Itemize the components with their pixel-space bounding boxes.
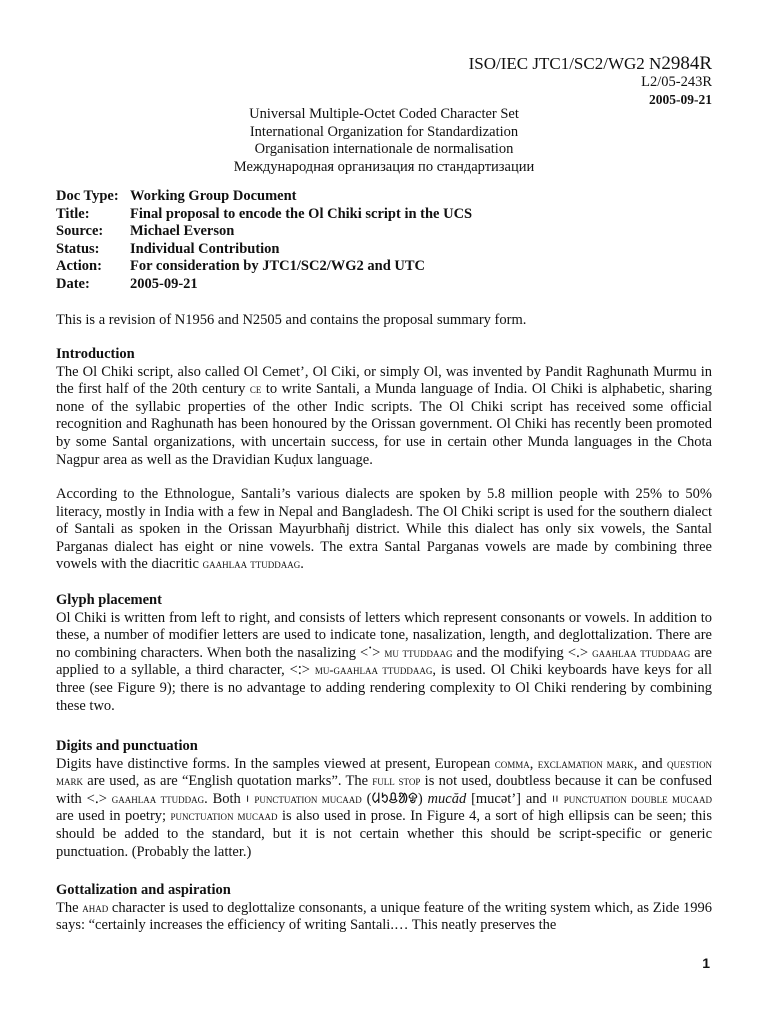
section-heading: Gottalization and aspiration	[56, 882, 231, 898]
org-line: Organisation internationale de normalisation	[254, 141, 514, 157]
paragraph: The ahad character is used to deglottalize consonants, a unique feature of the writing system which, as Zide 1996 says: “certainly increases the efficiency of writing Santali.… This neatly preserves the	[56, 899, 712, 934]
header-date: 2005-09-21	[649, 92, 712, 107]
meta-row-date: Date: 2005-09-21	[56, 275, 198, 292]
glyph-placement-section	[56, 592, 712, 715]
org-line: Международная организация по стандартизации	[233, 158, 535, 175]
paragraph: The Ol Chiki script, also called Ol Cemet’, Ol Ciki, or simply Ol, was invented by Pandit Raghunath Murmu in the first half of the 20th century ce to write Santali, a Munda language of India. Ol Chiki is alphabetic, sharing none of the syllabic properties of the other Indic scripts. The Ol Chiki script has received some official recognition and Raghunath has been honoured by the Orissan government. Ol Chiki has recently been promoted by some Santal organizations, with uncertain success, for use in certain other Munda languages in the Chota Nagpur area as well as the Dravidian Kuḍux language.	[56, 363, 712, 468]
section-heading: Digits and punctuation	[56, 738, 198, 754]
introduction-paragraph-2: According to the Ethnologue, Santali’s various dialects are spoken by 5.8 million people with 25% to 50% literacy, mostly in India with a few in Nepal and Bangladesh. The Ol Chiki script is used for the southern dialect of Santali as spoken in the Orissan Mayurbhañj district. While this dialect has only six vowels, the Santal Parganas dialect has eight or nine vowels. The extra Santal Parganas vowels are made by combining three vowels with the diacritic gaahlaa ttuddaag.	[56, 486, 712, 573]
metadata-table	[56, 188, 472, 293]
paragraph: Digits have distinctive forms. In the samples viewed at present, European comma, exclamation mark, and question mark are used, as are “English quotation marks”. The full stop is not used, doubtless because it can be confused with <ᱹ> gaahlaa ttuddag. Both ᱾ punctuation mucaad (ᱢᱩᱪᱟᱫ) mucăd [mucət’] and ᱿ punctuation double mucaad are used in poetry; punctuation mucaad is also used in prose. In Figure 4, a sort of high ellipsis can be seen; this should be added to the standard, but it is not certain whether this should be script-specific or generic punctuation. (Probably the latter.)	[56, 755, 713, 860]
gottalization-section	[56, 882, 712, 935]
meta-row-title: Title: Final proposal to encode the Ol Chiki script in the UCS	[56, 205, 473, 222]
meta-row-status: Status: Individual Contribution	[56, 240, 280, 257]
section-heading: Glyph placement	[56, 592, 162, 608]
l2-reference: L2/05-243R	[641, 74, 712, 90]
revision-note: This is a revision of N1956 and N2505 and contains the proposal summary form.	[56, 312, 527, 328]
introduction-section	[56, 346, 712, 469]
org-line: International Organization for Standardization	[249, 123, 519, 140]
meta-row-action: Action: For consideration by JTC1/SC2/WG2 and UTC	[56, 258, 426, 274]
meta-row-doc-type: Doc Type: Working Group Document	[56, 188, 297, 204]
meta-row-source: Source: Michael Everson	[56, 223, 235, 239]
organization-block	[0, 106, 768, 176]
document-header	[469, 54, 712, 108]
section-heading: Introduction	[56, 346, 135, 362]
digits-punctuation-section	[56, 738, 712, 861]
org-line: Universal Multiple-Octet Coded Character Set	[249, 106, 519, 122]
paragraph: Ol Chiki is written from left to right, and consists of letters which represent consonants or vowels. In addition to these, a number of modifier letters are used to indicate tone, nasalization, length, and deglottalization. There are no combining characters. When both the nasalizing <ᱸ> mu ttuddaag and the modifying <ᱹ> gaahlaa ttuddaag are applied to a syllable, a third character, <ᱺ> mu-gaahlaa ttuddaag, is used. Ol Chiki keyboards have keys for all three (see Figure 9); there is no advantage to adding rendering complexity to Ol Chiki rendering by combining these two.	[56, 609, 713, 714]
document-number: ISO/IEC JTC1/SC2/WG2 N2984R	[468, 53, 712, 74]
page-number: 1	[702, 955, 710, 971]
